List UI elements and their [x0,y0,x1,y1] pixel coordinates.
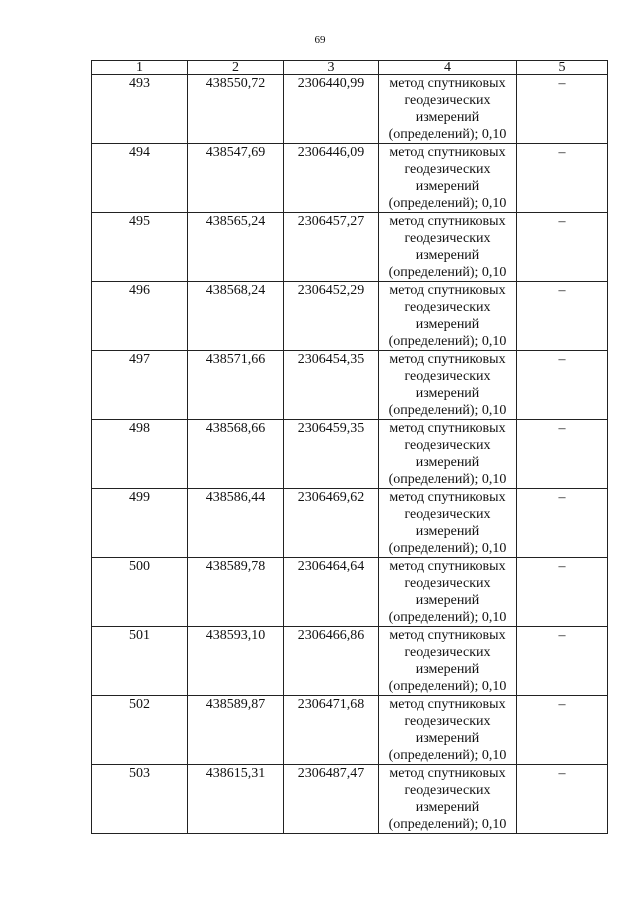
point-number-cell: 500 [92,558,188,627]
column-5-cell: – [517,627,608,696]
y-coordinate-cell: 2306452,29 [284,282,379,351]
method-line: измерений [415,593,480,608]
y-coordinate-cell: 2306487,47 [284,765,379,834]
y-coordinate-cell: 2306471,68 [284,696,379,765]
method-line: (определений); 0,10 [388,127,507,142]
method-line: метод спутниковых [389,145,506,160]
method-line: измерений [415,179,480,194]
method-line: измерений [415,800,480,815]
point-number-cell: 495 [92,213,188,282]
x-coordinate-cell: 438568,24 [188,282,284,351]
method-line: (определений); 0,10 [388,817,507,832]
column-5-cell: – [517,420,608,489]
table-row [92,696,608,765]
method-line: геодезических [404,576,491,591]
x-coordinate-cell: 438615,31 [188,765,284,834]
method-cell [379,558,517,627]
method-line: геодезических [404,162,491,177]
x-coordinate-cell: 438571,66 [188,351,284,420]
column-header-1: 1 [92,61,188,75]
x-coordinate-cell: 438586,44 [188,489,284,558]
method-line: (определений); 0,10 [388,748,507,763]
point-number-cell: 498 [92,420,188,489]
method-cell [379,696,517,765]
y-coordinate-cell: 2306454,35 [284,351,379,420]
method-line: (определений); 0,10 [388,541,507,556]
page-number: 69 [314,34,326,46]
method-cell [379,75,517,144]
method-line: измерений [415,386,480,401]
x-coordinate-cell: 438568,66 [188,420,284,489]
x-coordinate-cell: 438589,78 [188,558,284,627]
column-header-4: 4 [379,61,517,75]
column-header-2: 2 [188,61,284,75]
method-cell [379,213,517,282]
y-coordinate-cell: 2306466,86 [284,627,379,696]
point-number-cell: 501 [92,627,188,696]
method-line: (определений); 0,10 [388,196,507,211]
method-line: измерений [415,110,480,125]
method-line: метод спутниковых [389,214,506,229]
table-row [92,213,608,282]
coordinates-table [91,60,608,834]
y-coordinate-cell: 2306469,62 [284,489,379,558]
method-line: геодезических [404,714,491,729]
column-5-cell: – [517,75,608,144]
table-row [92,558,608,627]
method-line: геодезических [404,783,491,798]
method-line: (определений); 0,10 [388,403,507,418]
method-cell [379,351,517,420]
method-line: измерений [415,317,480,332]
method-line: метод спутниковых [389,490,506,505]
method-cell [379,282,517,351]
method-line: геодезических [404,645,491,660]
method-line: геодезических [404,231,491,246]
x-coordinate-cell: 438547,69 [188,144,284,213]
point-number-cell: 494 [92,144,188,213]
column-header-5: 5 [517,61,608,75]
y-coordinate-cell: 2306457,27 [284,213,379,282]
column-5-cell: – [517,765,608,834]
method-line: измерений [415,662,480,677]
method-line: (определений); 0,10 [388,679,507,694]
point-number-cell: 502 [92,696,188,765]
x-coordinate-cell: 438550,72 [188,75,284,144]
table-row [92,75,608,144]
method-line: геодезических [404,93,491,108]
method-line: метод спутниковых [389,766,506,781]
table-row [92,489,608,558]
column-5-cell: – [517,282,608,351]
method-line: (определений); 0,10 [388,265,507,280]
column-5-cell: – [517,696,608,765]
column-5-cell: – [517,489,608,558]
method-line: метод спутниковых [389,283,506,298]
method-cell [379,765,517,834]
y-coordinate-cell: 2306440,99 [284,75,379,144]
table-row [92,144,608,213]
y-coordinate-cell: 2306459,35 [284,420,379,489]
method-line: (определений); 0,10 [388,334,507,349]
method-line: метод спутниковых [389,76,506,91]
x-coordinate-cell: 438565,24 [188,213,284,282]
method-cell [379,489,517,558]
method-line: (определений); 0,10 [388,610,507,625]
point-number-cell: 496 [92,282,188,351]
method-line: метод спутниковых [389,421,506,436]
table-row [92,420,608,489]
table-row [92,765,608,834]
method-line: измерений [415,248,480,263]
method-line: измерений [415,524,480,539]
method-cell [379,144,517,213]
method-line: метод спутниковых [389,352,506,367]
method-line: геодезических [404,507,491,522]
x-coordinate-cell: 438589,87 [188,696,284,765]
y-coordinate-cell: 2306464,64 [284,558,379,627]
table-row [92,351,608,420]
method-line: геодезических [404,438,491,453]
point-number-cell: 497 [92,351,188,420]
method-line: метод спутниковых [389,628,506,643]
column-5-cell: – [517,213,608,282]
y-coordinate-cell: 2306446,09 [284,144,379,213]
method-line: геодезических [404,300,491,315]
method-line: метод спутниковых [389,559,506,574]
column-5-cell: – [517,351,608,420]
method-line: геодезических [404,369,491,384]
method-line: измерений [415,455,480,470]
point-number-cell: 503 [92,765,188,834]
method-line: метод спутниковых [389,697,506,712]
method-cell [379,627,517,696]
x-coordinate-cell: 438593,10 [188,627,284,696]
point-number-cell: 493 [92,75,188,144]
table-row [92,627,608,696]
table-body [92,75,608,834]
point-number-cell: 499 [92,489,188,558]
table-header-row [92,61,608,75]
method-line: измерений [415,731,480,746]
column-5-cell: – [517,558,608,627]
table-row [92,282,608,351]
method-cell [379,420,517,489]
column-5-cell: – [517,144,608,213]
method-line: (определений); 0,10 [388,472,507,487]
column-header-3: 3 [284,61,379,75]
